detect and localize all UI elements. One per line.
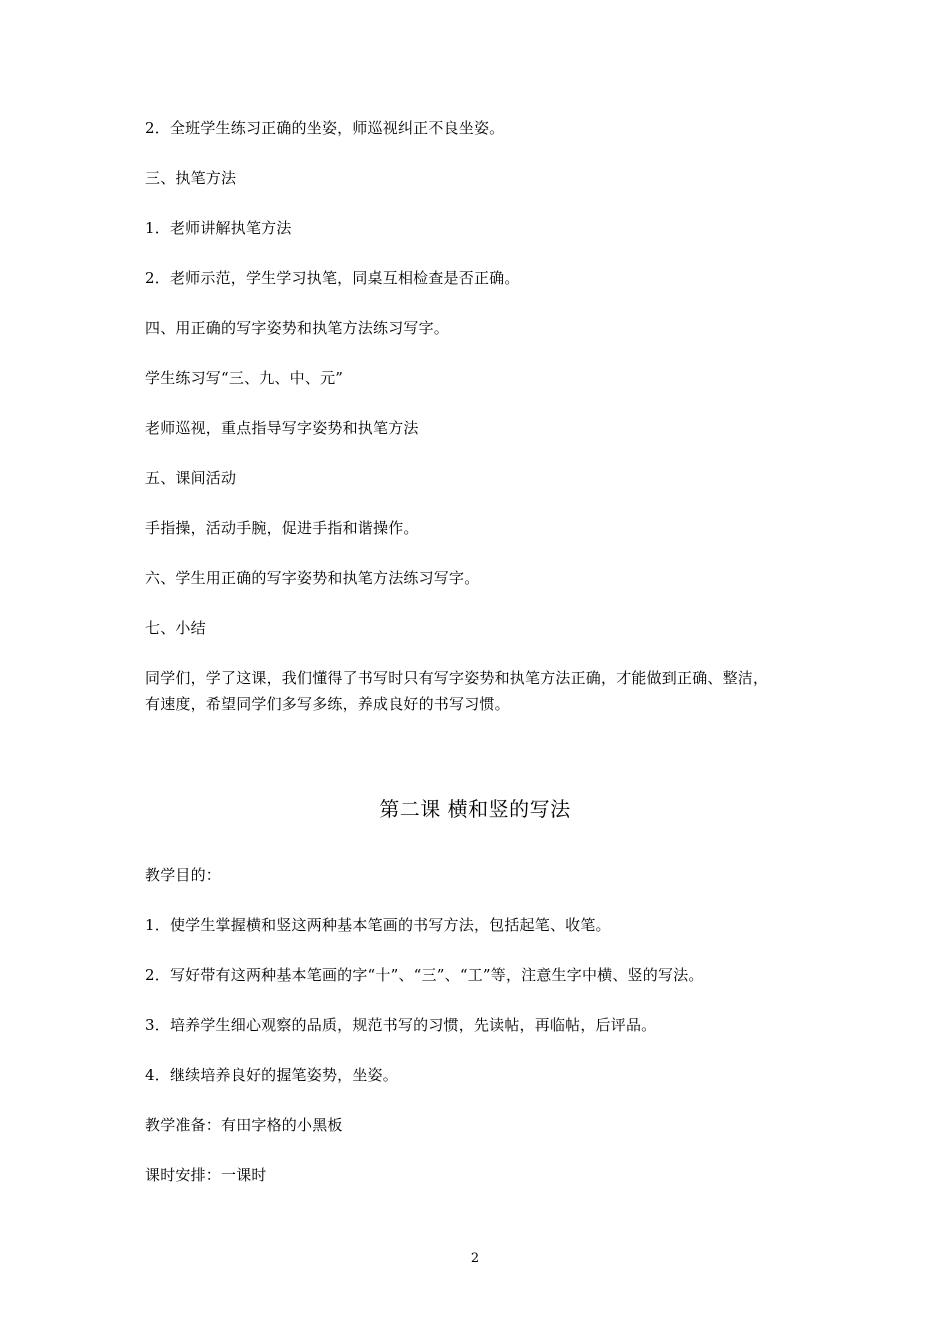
heading-students-write: 六、学生用正确的写字姿势和执笔方法练习写字。 bbox=[145, 569, 480, 587]
text-line-finger-exercise: 手指操，活动手腕，促进手指和谐操作。 bbox=[145, 519, 419, 537]
goal-item-4: 4．继续培养良好的握笔姿势，坐姿。 bbox=[145, 1066, 398, 1084]
summary-line-1: 同学们，学了这课，我们懂得了书写时只有写字姿势和执笔方法正确，才能做到正确、整洁， bbox=[145, 669, 769, 687]
text-line-teacher-demonstrates: 2．老师示范，学生学习执笔，同桌互相检查是否正确。 bbox=[145, 269, 520, 287]
goal-item-1: 1．使学生掌握横和竖这两种基本笔画的书写方法，包括起笔、收笔。 bbox=[145, 916, 611, 934]
goal-item-3: 3．培养学生细心观察的品质，规范书写的习惯，先读帖，再临帖，后评品。 bbox=[145, 1016, 657, 1034]
heading-teaching-goals: 教学目的： bbox=[145, 866, 222, 884]
lesson-title: 第二课 横和竖的写法 bbox=[379, 797, 571, 821]
text-line-teacher-patrols: 老师巡视，重点指导写字姿势和执笔方法 bbox=[145, 419, 419, 437]
goal-item-2: 2．写好带有这两种基本笔画的字“十”、“三”、“工”等，注意生字中横、竖的写法。 bbox=[145, 966, 704, 984]
text-line-teacher-explains: 1．老师讲解执笔方法 bbox=[145, 219, 292, 237]
text-line-sitting-practice: 2．全班学生练习正确的坐姿，师巡视纠正不良坐姿。 bbox=[145, 119, 505, 137]
text-line-schedule: 课时安排：一课时 bbox=[145, 1166, 267, 1184]
heading-practice-writing: 四、用正确的写字姿势和执笔方法练习写字。 bbox=[145, 319, 450, 337]
summary-line-2: 有速度，希望同学们多写多练，养成良好的书写习惯。 bbox=[145, 695, 510, 713]
page-number: 2 bbox=[470, 1251, 480, 1266]
heading-summary: 七、小结 bbox=[145, 619, 206, 637]
text-line-preparation: 教学准备：有田字格的小黑板 bbox=[145, 1116, 343, 1134]
text-line-students-practice: 学生练习写“三、九、中、元” bbox=[145, 369, 344, 387]
heading-pen-holding-method: 三、执笔方法 bbox=[145, 169, 237, 187]
heading-break-activity: 五、课间活动 bbox=[145, 469, 237, 487]
